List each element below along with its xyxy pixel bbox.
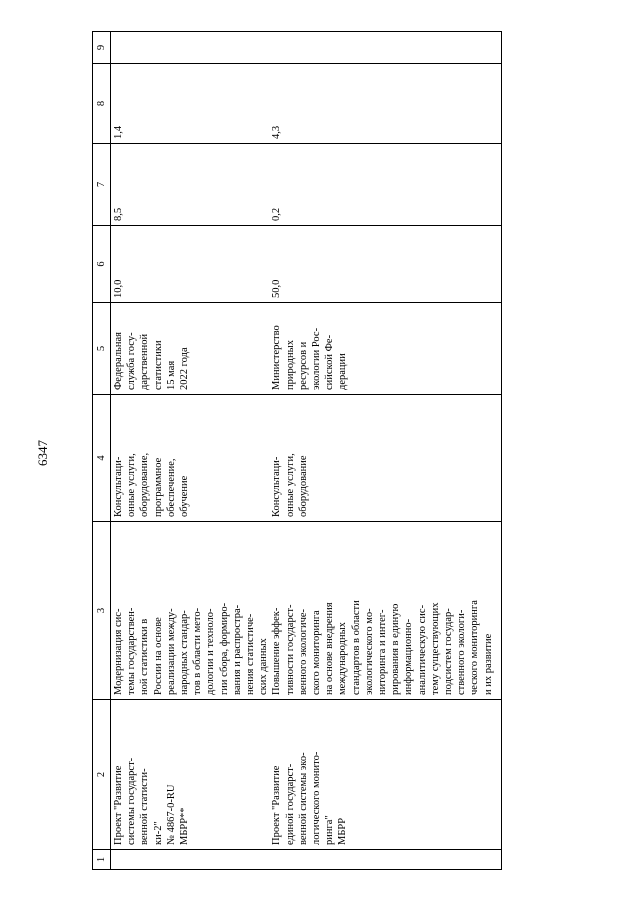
cell-line: Федеральная <box>113 332 124 390</box>
cell-line: Консультаци- <box>271 456 283 517</box>
table-header-row <box>93 32 111 870</box>
cell-line: гии сбора, формиро- <box>218 602 230 695</box>
cell-project <box>270 700 501 850</box>
data-table <box>92 31 502 870</box>
cell-line: сийской Фе- <box>324 334 336 390</box>
cell-line: международных <box>337 622 349 695</box>
rotated-page-content <box>92 32 494 870</box>
cell-line: онные услуги, <box>126 453 138 517</box>
cell-line: нения статистиче- <box>245 613 257 695</box>
cell-line: онные услуги, <box>284 453 296 517</box>
cell-line: ского мониторинга <box>311 610 323 695</box>
cell-line: природных <box>284 340 296 390</box>
cell-line: экологии Рос- <box>311 327 323 390</box>
cell-agency <box>111 303 271 395</box>
cell-index <box>270 850 501 870</box>
cell-line: оборудование <box>297 455 309 517</box>
table-row <box>270 32 501 870</box>
col-header: 9 <box>93 32 111 64</box>
cell-line: ственного экологи- <box>456 609 468 695</box>
cell-line: тов в области мето- <box>192 607 204 695</box>
cell-services <box>111 395 271 522</box>
cell-line: статистики <box>152 340 164 390</box>
col-header: 5 <box>93 303 111 395</box>
cell-line: оборудование, <box>139 452 151 517</box>
cell-line: дерации <box>337 353 349 390</box>
cell-goal <box>270 522 501 700</box>
cell-line: ки-2" <box>152 821 164 845</box>
cell-line: обучение <box>179 475 191 517</box>
cell-agency <box>270 303 501 395</box>
cell-line: темы государствен- <box>126 607 138 695</box>
cell-line: логического монито- <box>311 751 323 845</box>
cell-line: стандартов в области <box>350 600 362 695</box>
cell-line: России на основе <box>152 617 164 695</box>
cell-line: ческого мониторинга <box>469 600 481 695</box>
cell-value: 4,3 <box>270 64 501 144</box>
cell-line: венного экологиче- <box>297 608 309 695</box>
cell-line: Повышение эффек- <box>271 607 283 695</box>
col-header: 1 <box>93 850 111 870</box>
cell-line: на основе внедрения <box>324 602 336 695</box>
cell-line: Проект "Развитие <box>271 765 283 845</box>
cell-line: венной статисти- <box>139 768 151 845</box>
cell-value: 50,0 <box>270 226 501 303</box>
col-header: 4 <box>93 395 111 522</box>
cell-line: рирования в единую <box>390 603 402 695</box>
table-row <box>111 32 271 870</box>
cell-project <box>111 700 271 850</box>
cell-line: ной статистики в <box>139 618 151 695</box>
cell-line: обеспечение, <box>165 458 177 517</box>
cell-line: реализации между- <box>165 608 177 695</box>
cell-line: Проект "Развитие <box>113 765 124 845</box>
cell-value: 10,0 <box>111 226 271 303</box>
cell-line: ниторинга и интег- <box>377 609 389 695</box>
col-header: 3 <box>93 522 111 700</box>
cell-value: 1,4 <box>111 64 271 144</box>
cell-line: тивности государст- <box>284 604 296 695</box>
cell-value: 8,5 <box>111 144 271 226</box>
cell-line: служба госу- <box>126 332 138 390</box>
cell-empty <box>111 32 271 64</box>
cell-line: Модернизация сис- <box>113 608 124 695</box>
col-header: 8 <box>93 64 111 144</box>
cell-line: МБРР** <box>179 807 191 845</box>
cell-line: экологического мо- <box>363 608 375 695</box>
cell-line: № 4867-0-RU <box>165 784 177 845</box>
cell-goal <box>111 522 271 700</box>
cell-line: народных стандар- <box>179 610 191 695</box>
cell-line: 15 мая <box>165 360 177 390</box>
col-header: 7 <box>93 144 111 226</box>
cell-services <box>270 395 501 522</box>
cell-line: ресурсов и <box>297 341 309 390</box>
cell-line: дарственной <box>139 333 151 390</box>
cell-line: аналитическую сис- <box>416 604 428 695</box>
cell-line: ринга" <box>324 815 336 845</box>
cell-value: 0,2 <box>270 144 501 226</box>
cell-line: ских данных <box>258 638 270 695</box>
cell-line: МБРР <box>337 817 349 845</box>
cell-index <box>111 850 271 870</box>
col-header: 2 <box>93 700 111 850</box>
cell-line: системы государст- <box>126 757 138 845</box>
cell-line: венной системы эко- <box>297 752 309 845</box>
cell-line: Консультаци- <box>113 456 124 517</box>
cell-line: тему существующих <box>429 602 441 695</box>
page-number: 6347 <box>35 440 50 466</box>
cell-line: Министерство <box>271 325 283 390</box>
cell-empty <box>270 32 501 64</box>
cell-line: и их развитие <box>482 633 494 695</box>
cell-line: единой государст- <box>284 763 296 845</box>
cell-line: подсистем государ- <box>443 608 455 695</box>
cell-line: информационно- <box>403 618 415 695</box>
cell-line: дологии и техноло- <box>205 608 217 695</box>
cell-line: программное <box>152 457 164 517</box>
cell-line: вания и распростра- <box>231 604 243 695</box>
col-header: 6 <box>93 226 111 303</box>
cell-line: 2022 года <box>179 347 191 390</box>
